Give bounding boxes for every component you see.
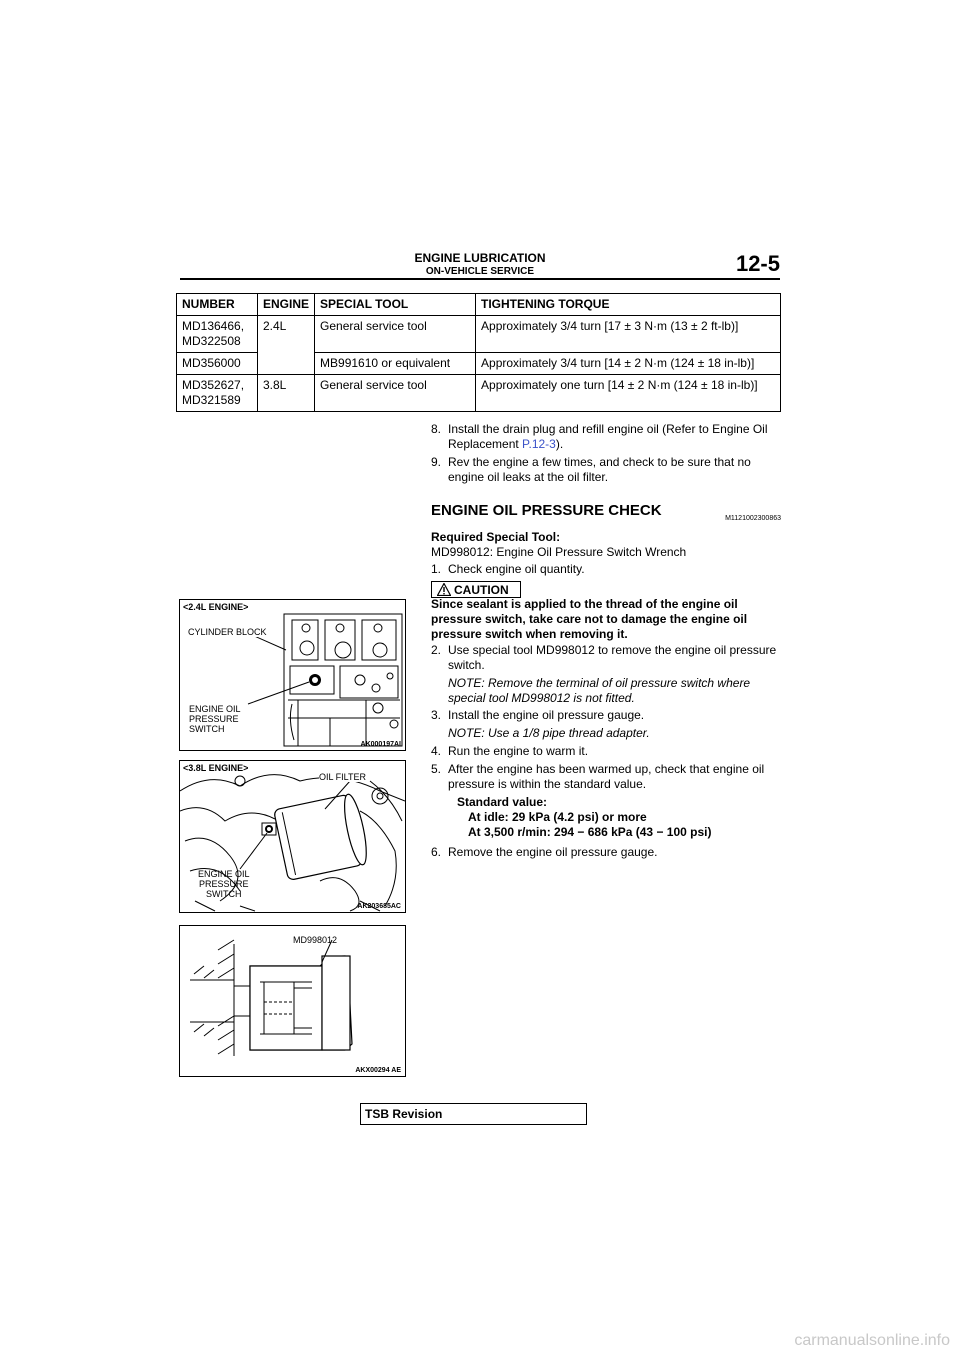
cell-engine: 3.8L (258, 375, 315, 412)
figure-special-tool (179, 925, 406, 1077)
tsb-revision-label: TSB Revision (365, 1107, 443, 1121)
step-3 (431, 708, 781, 723)
step-number: 9. (431, 455, 442, 469)
torque-table (176, 293, 781, 412)
step-5 (431, 762, 781, 792)
step-number: 1. (431, 562, 442, 576)
step-6 (431, 845, 781, 860)
required-tool-label: Required Special Tool: (431, 530, 561, 544)
step-4 (431, 744, 781, 759)
col-header-engine: ENGINE (258, 294, 315, 316)
cell-number: MD352627, MD321589 (177, 375, 258, 412)
figure-2-4l-engine (179, 599, 406, 751)
step-9 (431, 455, 781, 485)
watermark: carmanualsonline.info (794, 1332, 950, 1349)
col-header-torque: TIGHTENING TORQUE (476, 294, 781, 316)
step-1 (431, 562, 781, 577)
caution-label: CAUTION (454, 583, 509, 597)
col-header-tool: SPECIAL TOOL (315, 294, 476, 316)
figure-title: <3.8L ENGINE> (183, 763, 249, 773)
cell-number: MD356000 (177, 353, 258, 375)
caution-text: Since sealant is applied to the thread of the engine oil pressure switch, take care not to damage the engine oil pressure switch when removing it. (431, 597, 748, 641)
warning-triangle-icon (437, 583, 451, 596)
cell-engine: 2.4L (258, 316, 315, 375)
label-oil-pressure-switch: ENGINE OIL PRESSURE SWITCH (189, 704, 241, 734)
cell-torque: Approximately 3/4 turn [17 ± 3 N·m (13 ± 2 ft-lb)] (476, 316, 781, 353)
label-oil-pressure-switch: ENGINE OIL PRESSURE SWITCH (198, 869, 250, 899)
procedure-id: M1121002300863 (725, 515, 781, 522)
step-text: Remove the engine oil pressure gauge. (448, 845, 658, 859)
figure-code: AK203685AC (357, 903, 401, 910)
page-ref-link[interactable]: P.12-3 (522, 437, 556, 451)
figure-code: AK000197AI (360, 741, 401, 748)
step-8 (431, 422, 781, 452)
section-title: ENGINE LUBRICATION (414, 251, 546, 265)
step-number: 6. (431, 845, 442, 859)
cell-tool: General service tool (315, 375, 476, 412)
label-oil-filter: OIL FILTER (319, 772, 367, 782)
standard-value-rpm: At 3,500 r/min: 294 − 686 kPa (43 − 100 psi) (468, 825, 712, 839)
table-row (177, 316, 781, 353)
label-md998012: MD998012 (293, 935, 338, 945)
cell-torque: Approximately 3/4 turn [14 ± 2 N·m (124 ± 18 in-lb)] (476, 353, 781, 375)
cell-tool: MB991610 or equivalent (315, 353, 476, 375)
label-cylinder-block: CYLINDER BLOCK (188, 627, 267, 637)
step-text: After the engine has been warmed up, check that engine oil pressure is within the standard value. (448, 762, 765, 791)
figure-3-8l-engine (179, 760, 406, 913)
step-number: 8. (431, 422, 442, 436)
table-row (177, 375, 781, 412)
section-subtitle: ON-VEHICLE SERVICE (425, 266, 535, 277)
step-number: 2. (431, 643, 442, 657)
step-number: 4. (431, 744, 442, 758)
page-number: 12-5 (735, 251, 780, 276)
col-header-number: NUMBER (177, 294, 258, 316)
note-3: NOTE: Use a 1/8 pipe thread adapter. (448, 726, 650, 740)
cell-number: MD136466, MD322508 (177, 316, 258, 353)
step-text: Run the engine to warm it. (448, 744, 589, 758)
step-text: Check engine oil quantity. (448, 562, 585, 576)
step-text: Rev the engine a few times, and check to be sure that no engine oil leaks at the oil filter. (448, 455, 751, 484)
standard-value-label: Standard value: (457, 795, 548, 809)
step-number: 3. (431, 708, 442, 722)
cell-torque: Approximately one turn [14 ± 2 N·m (124 ± 18 in-lb)] (476, 375, 781, 412)
tsb-revision-box (360, 1103, 587, 1125)
step-2 (431, 643, 781, 673)
note-2: NOTE: Remove the terminal of oil pressure switch where special tool MD998012 is not fitted. (448, 676, 751, 705)
header-rule (180, 278, 780, 280)
standard-value-idle: At idle: 29 kPa (4.2 psi) or more (468, 810, 647, 824)
step-text: Install the drain plug and refill engine oil (Refer to Engine Oil Replacement P.12-3). (448, 422, 768, 451)
cell-tool: General service tool (315, 316, 476, 353)
caution-box (431, 581, 521, 598)
figure-title: <2.4L ENGINE> (183, 602, 249, 612)
wrench-tool-illustration (180, 926, 405, 1076)
procedure-title: ENGINE OIL PRESSURE CHECK (431, 502, 662, 519)
figure-code: AKX00294 AE (355, 1067, 401, 1074)
step-text: Install the engine oil pressure gauge. (448, 708, 645, 722)
step-number: 5. (431, 762, 442, 776)
step-text: Use special tool MD998012 to remove the engine oil pressure switch. (448, 643, 777, 672)
required-tool: MD998012: Engine Oil Pressure Switch Wrench (431, 545, 687, 559)
table-header-row (177, 294, 781, 316)
